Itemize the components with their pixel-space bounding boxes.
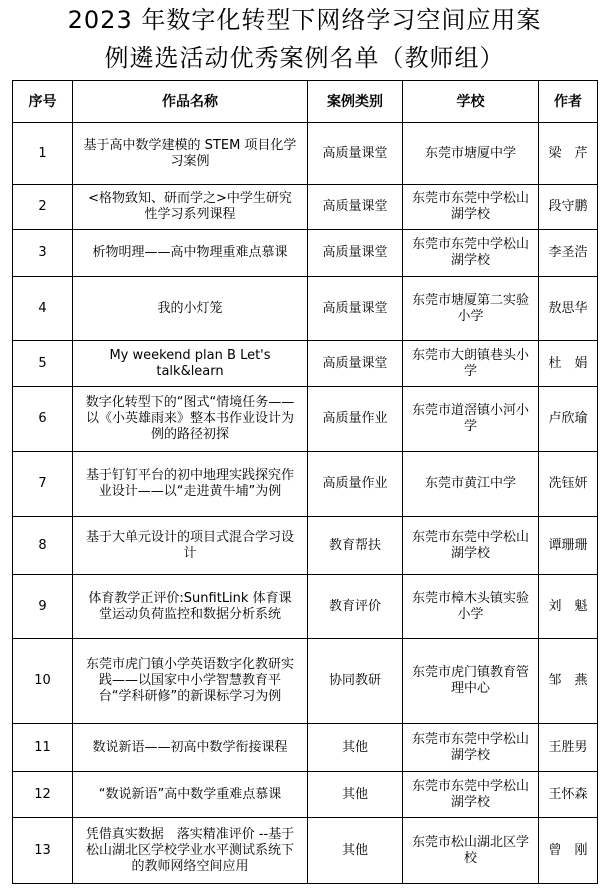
cell-school: 东莞市东莞中学松山湖学校 bbox=[403, 185, 539, 230]
cell-number: 13 bbox=[13, 818, 73, 884]
cell-category: 高质量作业 bbox=[308, 452, 403, 517]
table-row bbox=[13, 387, 598, 452]
cell-author: 梁 芹 bbox=[539, 123, 598, 185]
cell-work-name: 基于高中数学建模的 STEM 项目化学习案例 bbox=[73, 123, 308, 185]
cell-category: 高质量课堂 bbox=[308, 123, 403, 185]
table-row bbox=[13, 575, 598, 639]
cell-work-name: 凭借真实数据 落实精准评价 --基于松山湖北区学校学业水平测试系统下的教师网络空间应用 bbox=[73, 818, 308, 884]
cell-author: 段守鹏 bbox=[539, 185, 598, 230]
cell-school: 东莞市大朗镇巷头小学 bbox=[403, 341, 539, 387]
cell-author: 李圣浩 bbox=[539, 230, 598, 277]
cell-school: 东莞市塘厦第二实验小学 bbox=[403, 277, 539, 341]
cell-school: 东莞市樟木头镇实验小学 bbox=[403, 575, 539, 639]
header-category: 案例类别 bbox=[308, 81, 403, 123]
document-title-line-2: 例遴选活动优秀案例名单（教师组） bbox=[104, 44, 505, 72]
cell-number: 5 bbox=[13, 341, 73, 387]
cell-category: 教育评价 bbox=[308, 575, 403, 639]
cell-school: 东莞市东莞中学松山湖学校 bbox=[403, 230, 539, 277]
cell-author: 敖思华 bbox=[539, 277, 598, 341]
cell-work-name: 我的小灯笼 bbox=[73, 277, 308, 341]
cell-number: 6 bbox=[13, 387, 73, 452]
cell-category: 高质量课堂 bbox=[308, 185, 403, 230]
cell-work-name: “数说新语”高中数学重难点慕课 bbox=[73, 772, 308, 818]
cell-work-name: 基于钉钉平台的初中地理实践探究作业设计——以“走进黄牛埔”为例 bbox=[73, 452, 308, 517]
cell-number: 9 bbox=[13, 575, 73, 639]
cell-work-name: <格物致知、研而学之>中学生研究性学习系列课程 bbox=[73, 185, 308, 230]
table-row bbox=[13, 724, 598, 772]
cell-author: 刘 魁 bbox=[539, 575, 598, 639]
cell-author: 王怀森 bbox=[539, 772, 598, 818]
cell-number: 7 bbox=[13, 452, 73, 517]
cell-number: 8 bbox=[13, 517, 73, 575]
cell-number: 4 bbox=[13, 277, 73, 341]
cell-school: 东莞市东莞中学松山湖学校 bbox=[403, 517, 539, 575]
cell-number: 11 bbox=[13, 724, 73, 772]
cell-school: 东莞市黄江中学 bbox=[403, 452, 539, 517]
cell-author: 邹 燕 bbox=[539, 639, 598, 724]
cell-school: 东莞市道滘镇小河小学 bbox=[403, 387, 539, 452]
cell-school: 东莞市塘厦中学 bbox=[403, 123, 539, 185]
cell-work-name: 数说新语——初高中数学衔接课程 bbox=[73, 724, 308, 772]
cell-category: 高质量课堂 bbox=[308, 341, 403, 387]
table-row bbox=[13, 452, 598, 517]
cell-category: 教育帮扶 bbox=[308, 517, 403, 575]
cell-work-name: 体育教学正评价:SunfitLink 体育课堂运动负荷监控和数据分析系统 bbox=[73, 575, 308, 639]
cell-author: 曾 刚 bbox=[539, 818, 598, 884]
cell-work-name: 数字化转型下的“图式“情境任务——以《小英雄雨来》整本书作业设计为例的路径初探 bbox=[73, 387, 308, 452]
cell-category: 高质量作业 bbox=[308, 387, 403, 452]
table-row bbox=[13, 123, 598, 185]
cell-work-name: 析物明理——高中物理重难点慕课 bbox=[73, 230, 308, 277]
cell-category: 协同教研 bbox=[308, 639, 403, 724]
table-row bbox=[13, 185, 598, 230]
table-header-row bbox=[13, 81, 598, 123]
cell-author: 谭珊珊 bbox=[539, 517, 598, 575]
header-work-name: 作品名称 bbox=[73, 81, 308, 123]
cell-category: 其他 bbox=[308, 818, 403, 884]
cell-category: 高质量课堂 bbox=[308, 230, 403, 277]
document-title-line-1: 2023 年数字化转型下网络学习空间应用案 bbox=[67, 6, 542, 34]
header-author: 作者 bbox=[539, 81, 598, 123]
table-row bbox=[13, 230, 598, 277]
cell-work-name: My weekend plan B Let's talk&learn bbox=[73, 341, 308, 387]
award-list-table bbox=[12, 80, 598, 884]
table-row bbox=[13, 818, 598, 884]
cell-author: 冼钰妍 bbox=[539, 452, 598, 517]
cell-school: 东莞市东莞中学松山湖学校 bbox=[403, 724, 539, 772]
table-row bbox=[13, 341, 598, 387]
cell-author: 王胜男 bbox=[539, 724, 598, 772]
table-row bbox=[13, 772, 598, 818]
cell-author: 杜 娟 bbox=[539, 341, 598, 387]
cell-number: 2 bbox=[13, 185, 73, 230]
cell-school: 东莞市虎门镇教育管理中心 bbox=[403, 639, 539, 724]
table-row bbox=[13, 639, 598, 724]
cell-author: 卢欣瑜 bbox=[539, 387, 598, 452]
cell-work-name: 基于大单元设计的项目式混合学习设计 bbox=[73, 517, 308, 575]
cell-school: 东莞市东莞中学松山湖学校 bbox=[403, 772, 539, 818]
cell-number: 10 bbox=[13, 639, 73, 724]
cell-number: 12 bbox=[13, 772, 73, 818]
cell-work-name: 东莞市虎门镇小学英语数字化教研实践——以国家中小学智慧教育平台“学科研修”的新课标学习为例 bbox=[73, 639, 308, 724]
header-school: 学校 bbox=[403, 81, 539, 123]
cell-number: 3 bbox=[13, 230, 73, 277]
cell-category: 其他 bbox=[308, 772, 403, 818]
cell-school: 东莞市松山湖北区学校 bbox=[403, 818, 539, 884]
table-row bbox=[13, 517, 598, 575]
cell-category: 其他 bbox=[308, 724, 403, 772]
header-number: 序号 bbox=[13, 81, 73, 123]
cell-category: 高质量课堂 bbox=[308, 277, 403, 341]
table-row bbox=[13, 277, 598, 341]
cell-number: 1 bbox=[13, 123, 73, 185]
